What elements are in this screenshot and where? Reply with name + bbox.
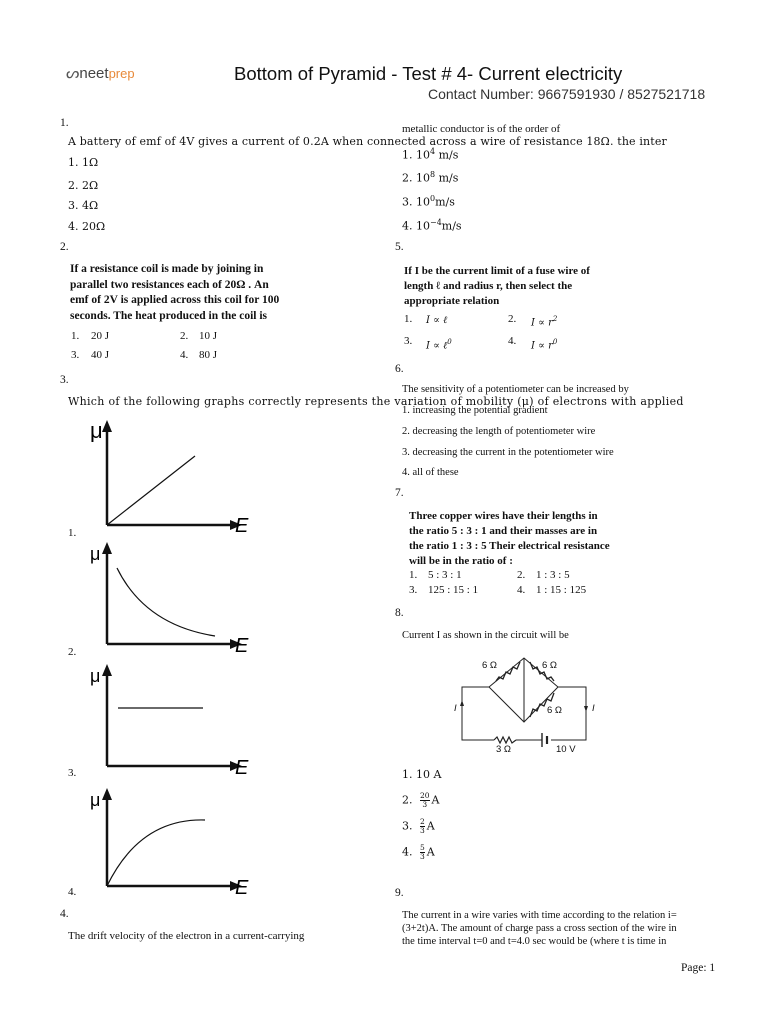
- q3-option-2[interactable]: 2.: [68, 646, 77, 658]
- q5-text: [404, 264, 634, 309]
- q5-number: 5.: [395, 241, 404, 253]
- q2-option-3[interactable]: 40 J: [91, 349, 110, 361]
- page-title: Bottom of Pyramid - Test # 4- Current electricity: [234, 63, 623, 84]
- q3-number: 3.: [60, 374, 69, 386]
- circuit-label-r4: 3 Ω: [496, 744, 512, 755]
- graph-2-x-label: E: [235, 635, 249, 655]
- q6-option-2[interactable]: 2. decreasing the length of potentiometer wire: [402, 426, 596, 437]
- q1-option-3[interactable]: 3. 4Ω: [68, 199, 99, 212]
- circuit-label-emf: 10 V: [556, 744, 576, 755]
- q5-option-3-label: 3.: [404, 335, 413, 347]
- graph-4-x-label: E: [235, 877, 249, 898]
- q8-text: Current I as shown in the circuit will be: [402, 630, 569, 641]
- q8-option-2-label: 2.: [402, 793, 413, 807]
- q7-line-1: Three copper wires have their lengths in: [409, 510, 598, 522]
- q8-option-2-den: 3: [422, 800, 428, 809]
- q8-option-4[interactable]: [402, 844, 435, 861]
- q7-text: [409, 509, 649, 569]
- q4-option-2-label: 2.: [402, 171, 413, 185]
- q1-text: A battery of emf of 4V gives a current of 0.2A when connected across a wire of resistance 18Ω. the inter: [68, 135, 667, 148]
- graph-2-y-label: μ: [90, 544, 101, 564]
- page-number: Page: 1: [681, 962, 716, 974]
- q2-line-2: parallel two resistances each of 20Ω . An: [70, 278, 269, 291]
- q5-option-3[interactable]: [426, 338, 452, 351]
- q5-option-2-label: 2.: [508, 313, 517, 325]
- circuit-label-r2: 6 Ω: [542, 660, 558, 671]
- q8-circuit-diagram: [454, 650, 604, 758]
- q2-text: [70, 262, 310, 324]
- q8-option-1-value: 10 A: [416, 768, 442, 781]
- q7-line-4: will be in the ratio of :: [409, 555, 513, 567]
- q8-option-2-num: 20: [420, 791, 430, 800]
- q8-option-2[interactable]: [402, 792, 440, 809]
- graph-4-y-label: μ: [90, 790, 101, 810]
- q4-text: The drift velocity of the electron in a current-carrying: [68, 930, 305, 942]
- q8-number: 8.: [395, 607, 404, 619]
- q8-option-4-fraction: [420, 844, 425, 861]
- q6-number: 6.: [395, 363, 404, 375]
- q7-number: 7.: [395, 487, 404, 499]
- q7-option-4-label: 4.: [517, 584, 526, 596]
- q7-option-2-label: 2.: [517, 569, 526, 581]
- q3-graph-2: [85, 540, 265, 655]
- logo-icon: ᔕ: [66, 65, 80, 82]
- q5-option-3-exp: 0: [447, 338, 452, 346]
- q5-line-2: length ℓ and radius r, then select the: [404, 280, 573, 292]
- graph-3-y-label: μ: [90, 666, 101, 686]
- q4-option-1-base: 10: [416, 148, 430, 162]
- q5-option-2-expr: I ∝ r: [531, 317, 553, 329]
- q5-option-2[interactable]: [531, 315, 557, 328]
- q9-text: [402, 909, 742, 948]
- q9-line-1: The current in a wire varies with time according to the relation i=: [402, 910, 677, 921]
- graph-3-x-label: E: [235, 757, 249, 777]
- q5-line-3: appropriate relation: [404, 295, 500, 307]
- q3-graph-1: [85, 418, 265, 536]
- q4-option-3-base: 10: [416, 195, 430, 209]
- q8-option-1[interactable]: [402, 768, 441, 781]
- q2-line-3: emf of 2V is applied across this coil for 100: [70, 294, 280, 306]
- q5-option-4-label: 4.: [508, 335, 517, 347]
- q3-graph-3: [85, 662, 265, 777]
- q4-option-4-unit: m/s: [441, 219, 462, 233]
- q7-option-1[interactable]: 5 : 3 : 1: [428, 569, 462, 581]
- q4-option-4-label: 4.: [402, 219, 413, 233]
- q9-line-2: (3+2t)A. The amount of charge pass a cross section of the wire in: [402, 923, 677, 934]
- q2-option-1-label: 1.: [71, 330, 80, 342]
- q7-line-2: the ratio 5 : 3 : 1 and their masses are in: [409, 525, 598, 537]
- q3-option-4[interactable]: 4.: [68, 886, 77, 898]
- q6-text: The sensitivity of a potentiometer can be increased by: [402, 384, 629, 395]
- q1-option-1[interactable]: 1. 1Ω: [68, 156, 99, 169]
- q9-line-3: the time interval t=0 and t=4.0 sec would be (where t is time in: [402, 936, 667, 947]
- graph-1-x-label: E: [235, 515, 249, 536]
- q8-option-3-den: 3: [420, 826, 425, 835]
- q4-option-3-exp: 0: [430, 194, 436, 203]
- q5-option-4[interactable]: [531, 338, 557, 351]
- q8-option-2-unit: A: [431, 793, 440, 807]
- q6-option-3[interactable]: 3. decreasing the current in the potentiometer wire: [402, 447, 614, 458]
- graph-1-y-label: μ: [90, 418, 103, 443]
- q2-option-3-label: 3.: [71, 349, 80, 361]
- contact-number: Contact Number: 9667591930 / 8527521718: [428, 86, 706, 102]
- q4-option-4-exp: −4: [430, 218, 442, 227]
- q7-option-4[interactable]: 1 : 15 : 125: [536, 584, 587, 596]
- q8-option-4-num: 5: [420, 843, 425, 852]
- q9-number: 9.: [395, 887, 404, 899]
- logo-text-main: neet: [79, 65, 109, 82]
- circuit-label-current-right: I: [592, 703, 595, 714]
- q4-option-1-unit: m/s: [438, 148, 459, 162]
- circuit-label-r3: 6 Ω: [547, 705, 563, 716]
- q1-number: 1.: [60, 117, 69, 129]
- q4-option-1-label: 1.: [402, 148, 413, 162]
- circuit-label-r1: 6 Ω: [482, 660, 498, 671]
- q4-option-3-label: 3.: [402, 195, 413, 209]
- q8-option-4-label: 4.: [402, 845, 413, 859]
- q1-option-2[interactable]: 2. 2Ω: [68, 179, 99, 192]
- q6-option-1[interactable]: 1. increasing the potential gradient: [402, 405, 548, 416]
- q7-option-2[interactable]: 1 : 3 : 5: [536, 569, 570, 581]
- q7-option-1-label: 1.: [409, 569, 418, 581]
- q3-option-3[interactable]: 3.: [68, 767, 77, 779]
- q7-line-3: the ratio 1 : 3 : 5 Their electrical resistance: [409, 540, 610, 552]
- circuit-label-current-left: I: [454, 703, 457, 714]
- q4-option-2-exp: 8: [430, 170, 436, 179]
- q8-option-1-label: 1.: [402, 768, 413, 781]
- q2-number: 2.: [60, 241, 69, 253]
- q2-option-2-label: 2.: [180, 330, 189, 342]
- q7-option-3[interactable]: 125 : 15 : 1: [428, 584, 479, 596]
- q8-option-3-num: 2: [420, 817, 425, 826]
- q3-option-1[interactable]: 1.: [68, 527, 77, 539]
- q8-option-3-label: 3.: [402, 819, 413, 833]
- q4-option-3[interactable]: [402, 194, 455, 209]
- q8-option-3-fraction: [420, 818, 425, 835]
- q5-option-3-expr: I ∝ ℓ: [426, 340, 448, 352]
- q5-option-4-expr: I ∝ r: [531, 340, 553, 352]
- q8-option-4-den: 3: [420, 852, 425, 861]
- q5-option-1[interactable]: I ∝ ℓ: [426, 315, 448, 326]
- q2-line-1: If a resistance coil is made by joining in: [70, 263, 264, 275]
- q4-option-2-unit: m/s: [438, 171, 459, 185]
- q4-option-1[interactable]: [402, 147, 458, 162]
- q4-text-cont: metallic conductor is of the order of: [402, 123, 561, 135]
- q5-option-4-exp: 0: [552, 338, 558, 346]
- q4-option-4-base: 10: [416, 219, 430, 233]
- q5-option-2-exp: 2: [552, 315, 558, 323]
- q2-option-4[interactable]: 80 J: [199, 349, 218, 361]
- q4-number: 4.: [60, 908, 69, 920]
- q2-option-4-label: 4.: [180, 349, 189, 361]
- q4-option-1-exp: 4: [430, 147, 436, 156]
- q4-option-2[interactable]: [402, 170, 458, 185]
- q5-option-1-label: 1.: [404, 313, 413, 325]
- q8-option-4-unit: A: [426, 845, 435, 859]
- q4-option-2-base: 10: [416, 171, 430, 185]
- q1-option-4[interactable]: 4. 20Ω: [68, 220, 106, 233]
- q5-line-1: If I be the current limit of a fuse wire of: [404, 265, 590, 277]
- q2-option-2[interactable]: 10 J: [199, 330, 218, 342]
- q6-option-4[interactable]: 4. all of these: [402, 467, 459, 478]
- q8-option-3[interactable]: [402, 818, 435, 835]
- q3-text: Which of the following graphs correctly represents the variation of mobility (μ) of electrons with applied: [68, 395, 684, 408]
- neetprep-logo: [66, 64, 135, 82]
- q4-option-4[interactable]: [402, 218, 462, 233]
- q8-option-2-fraction: [420, 792, 430, 809]
- q8-option-3-unit: A: [426, 819, 435, 833]
- q2-option-1[interactable]: 20 J: [91, 330, 110, 342]
- q3-graph-4: [85, 786, 265, 898]
- logo-text-sub: prep: [108, 66, 135, 81]
- q2-line-4: seconds. The heat produced in the coil is: [70, 309, 268, 322]
- q4-option-3-unit: m/s: [435, 195, 455, 209]
- q7-option-3-label: 3.: [409, 584, 418, 596]
